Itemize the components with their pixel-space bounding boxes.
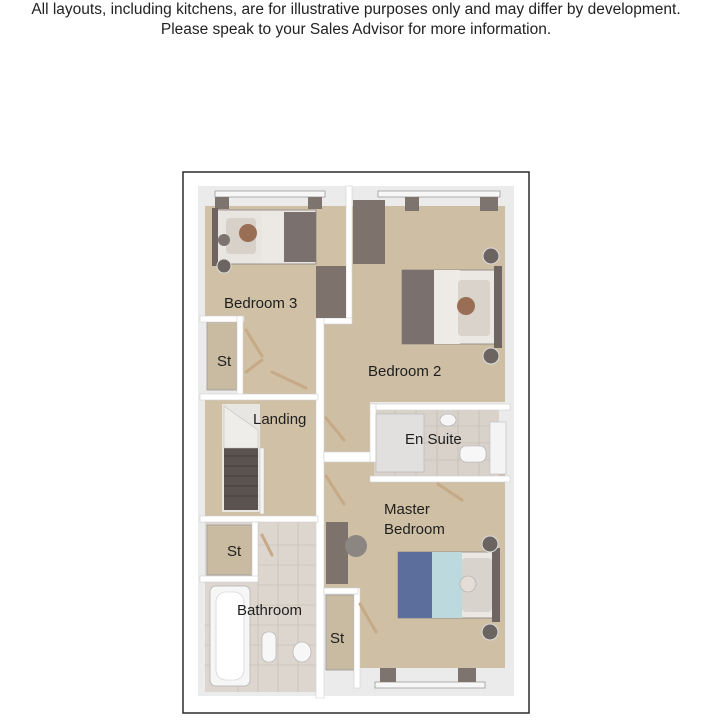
disclaimer-line-2: Please speak to your Sales Advisor for more information. [160, 21, 552, 38]
label-bedroom-2: Bedroom 2 [368, 363, 442, 380]
disclaimer-line-1: All layouts, including kitchens, are for illustrative purposes only and may differ by development. [31, 1, 681, 18]
label-store-bottom: St [330, 630, 345, 647]
label-bedroom-3: Bedroom 3 [224, 295, 298, 312]
label-store-mid: St [227, 543, 242, 560]
dressing-chair [345, 535, 367, 557]
bedroom-3-wardrobe [316, 266, 346, 318]
bedroom-3-bed [212, 208, 316, 273]
label-landing: Landing [253, 411, 307, 428]
dressing-table [326, 522, 348, 584]
label-en-suite: En Suite [405, 431, 462, 448]
bedroom-2-wardrobe [353, 200, 385, 264]
label-master-line-1: Master [384, 501, 430, 518]
label-store-top: St [217, 353, 232, 370]
label-master-line-2: Bedroom [384, 521, 445, 538]
label-bathroom: Bathroom [237, 602, 303, 619]
